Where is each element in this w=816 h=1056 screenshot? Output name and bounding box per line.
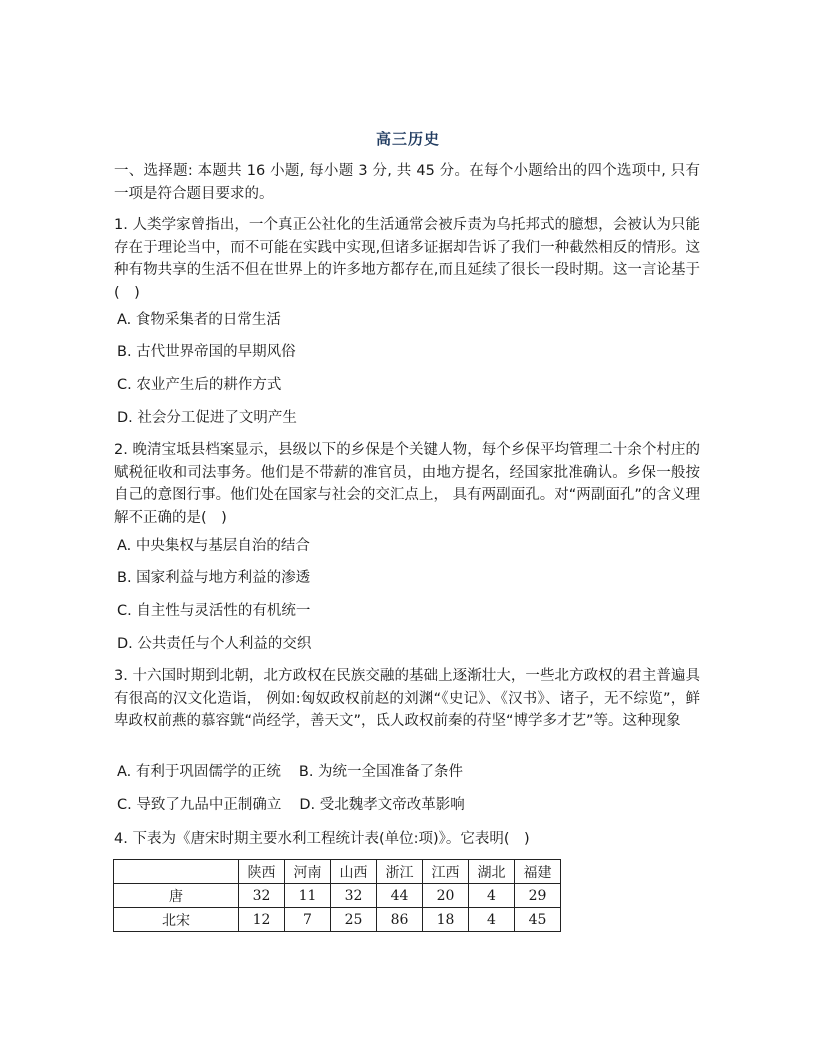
table-header-cell: 湖北	[469, 860, 515, 884]
question-3-option-c[interactable]: C. 导致了九品中正制确立	[117, 797, 282, 813]
table-row-label: 唐	[114, 884, 239, 908]
table-cell: 45	[515, 908, 561, 932]
table-cell: 25	[331, 908, 377, 932]
water-conservancy-table	[113, 859, 561, 932]
question-1-option-c[interactable]: C. 农业产生后的耕作方式	[117, 377, 282, 393]
table-header-cell: 江西	[423, 860, 469, 884]
section-instruction: 一、选择题: 本题共 16 小题, 每小题 3 分, 共 45 分。在每个小题给出的四个选项中, 只有一项是符合题目要求的。	[114, 163, 700, 202]
question-2-option-c[interactable]: C. 自主性与灵活性的有机统一	[117, 603, 311, 619]
table-row	[114, 884, 561, 908]
table-cell: 12	[239, 908, 285, 932]
question-1-option-a[interactable]: A. 食物采集者的日常生活	[117, 312, 281, 328]
question-1-option-b[interactable]: B. 古代世界帝国的早期风俗	[117, 344, 296, 360]
table-header-cell: 陕西	[239, 860, 285, 884]
table-row	[114, 908, 561, 932]
table-header-cell: 河南	[285, 860, 331, 884]
table-cell: 32	[239, 884, 285, 908]
table-cell: 4	[469, 884, 515, 908]
question-2-stem: 2. 晚清宝坻县档案显示，县级以下的乡保是个关键人物，每个乡保平均管理二十余个村庄的赋税征收和司法事务。他们是不带薪的准官员，由地方提名，经国家批准确认。乡保一般按自己的意图行事。他们处在国家与社会的交汇点上， 具有两副面孔。对“两副面孔”的含义理解不正确的是( )	[114, 442, 700, 526]
table-corner-cell	[114, 860, 239, 884]
question-2-option-a[interactable]: A. 中央集权与基层自治的结合	[117, 538, 310, 554]
question-3-option-d[interactable]: D. 受北魏孝文帝改革影响	[299, 797, 465, 813]
question-2-option-b[interactable]: B. 国家利益与地方利益的渗透	[117, 570, 311, 586]
table-header-cell: 浙江	[377, 860, 423, 884]
table-header-cell: 山西	[331, 860, 377, 884]
table-header-row	[114, 860, 561, 884]
page-title: 高三历史	[375, 130, 440, 148]
table-row-label: 北宋	[114, 908, 239, 932]
question-2-option-d[interactable]: D. 公共责任与个人利益的交织	[117, 636, 312, 652]
table-cell: 4	[469, 908, 515, 932]
question-3-stem: 3. 十六国时期到北朝，北方政权在民族交融的基础上逐渐壮大，一些北方政权的君主普遍具有很高的汉文化造诣， 例如:匈奴政权前赵的刘渊“《史记》、《汉书》、诸子，无不综览”，鲜卑政权前燕的慕容皝“尚经学，善天文”，氐人政权前秦的苻坚“博学多才艺”等。这种现象	[114, 668, 700, 729]
question-3-option-b[interactable]: B. 为统一全国准备了条件	[298, 764, 464, 780]
table-cell: 11	[285, 884, 331, 908]
table-cell: 86	[377, 908, 423, 932]
table-cell: 44	[377, 884, 423, 908]
table-cell: 20	[423, 884, 469, 908]
question-3-options-row-2	[117, 795, 703, 815]
question-3-option-a[interactable]: A. 有利于巩固儒学的正统	[117, 764, 281, 780]
table-cell: 18	[423, 908, 469, 932]
question-1-stem: 1. 人类学家曾指出，一个真正公社化的生活通常会被斥责为乌托邦式的臆想，会被认为只能存在于理论当中，而不可能在实践中实现,但诸多证据却告诉了我们一种截然相反的情形。这种有物共享的生活不但在世界上的许多地方都存在,而且延续了很长一段时期。这一言论基于( )	[114, 217, 700, 301]
question-1-option-d[interactable]: D. 社会分工促进了文明产生	[117, 410, 297, 426]
question-3-options-row-1	[117, 762, 703, 782]
table-cell: 32	[331, 884, 377, 908]
table-cell: 29	[515, 884, 561, 908]
table-cell: 7	[285, 908, 331, 932]
table-header-cell: 福建	[515, 860, 561, 884]
question-4-stem: 4. 下表为《唐宋时期主要水利工程统计表(单位:项)》。它表明( )	[114, 831, 530, 847]
